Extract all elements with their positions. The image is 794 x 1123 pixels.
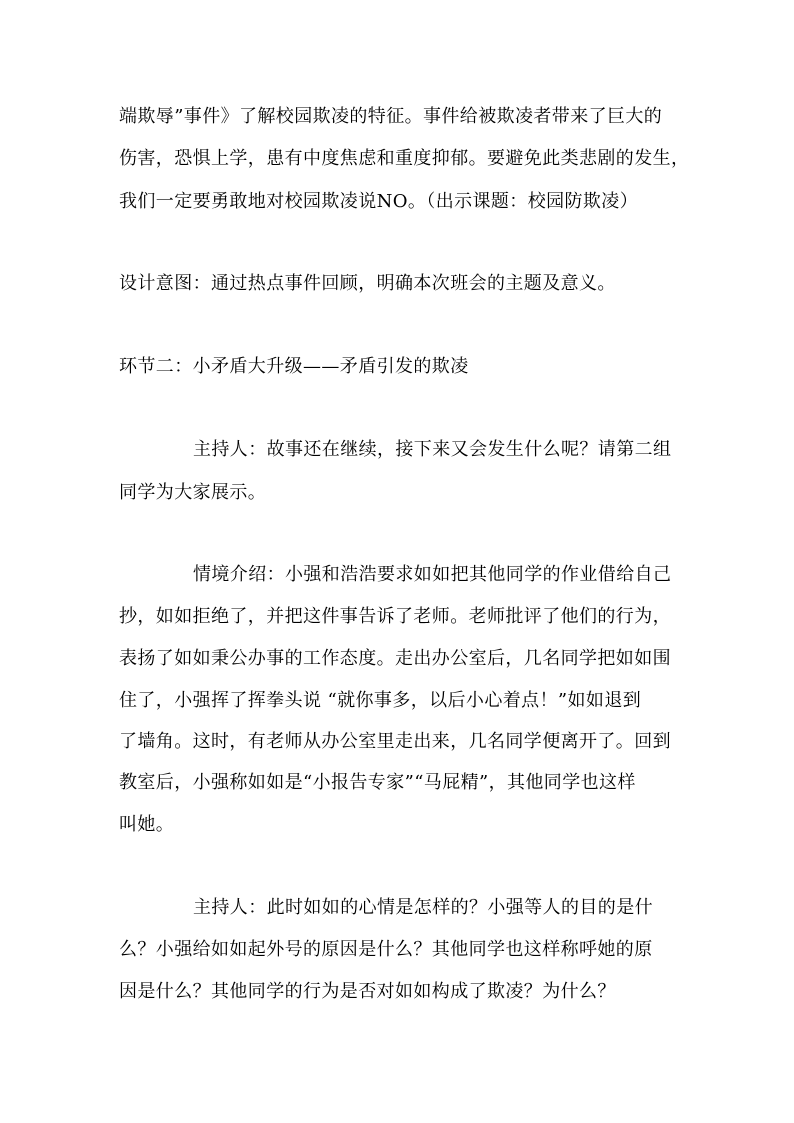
scenario-line: 情境介绍：小强和浩浩要求如如把其他同学的作业借给自己 (193, 564, 672, 585)
paragraph-line: 端欺辱”事件》了解校园欺凌的特征。事件给被欺凌者带来了巨大的 (119, 106, 663, 127)
scenario-line: 表扬了如如秉公办事的工作态度。走出办公室后，几名同学把如如围 (119, 648, 671, 669)
host-line: 主持人：故事还在继续，接下来又会发生什么呢？请第二组 (193, 439, 672, 460)
question-line: 主持人：此时如如的心情是怎样的？小强等人的目的是什 (193, 897, 653, 918)
scenario-line: 抄，如如拒绝了，并把这件事告诉了老师。老师批评了他们的行为， (119, 606, 671, 627)
section-heading: 环节二：小矛盾大升级——矛盾引发的欺凌 (119, 356, 469, 377)
paragraph-line: 我们一定要勇敢地对校园欺凌说NO。（出示课题：校园防欺凌） (119, 191, 639, 212)
scenario-line: 教室后，小强称如如是“小报告专家”“马屁精”，其他同学也这样 (119, 772, 636, 793)
question-line: 因是什么？其他同学的行为是否对如如构成了欺凌？为什么？ (119, 981, 616, 1002)
host-line: 同学为大家展示。 (119, 482, 267, 503)
scenario-line: 叫她。 (119, 814, 175, 835)
scenario-line: 了墙角。这时，有老师从办公室里走出来，几名同学便离开了。回到 (119, 731, 671, 752)
scenario-line: 住了，小强挥了挥拳头说 “就你事多，以后小心着点！”如如退到 (119, 690, 642, 711)
paragraph-line: 伤害，恐惧上学，患有中度焦虑和重度抑郁。要避免此类悲剧的发生， (119, 148, 690, 169)
question-line: 么？小强给如如起外号的原因是什么？其他同学也这样称呼她的原 (119, 939, 653, 960)
design-intent-line: 设计意图：通过热点事件回顾，明确本次班会的主题及意义。 (119, 273, 616, 294)
